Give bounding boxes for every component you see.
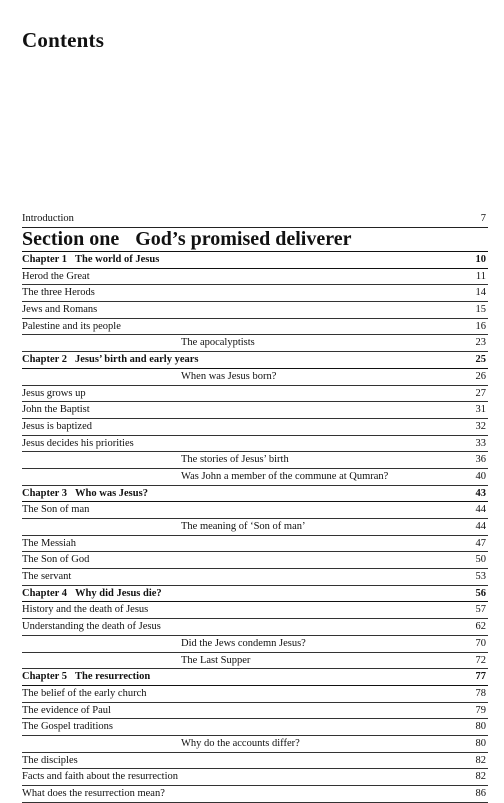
toc-row	[22, 552, 488, 569]
toc-row	[22, 569, 488, 586]
page-number: 31	[475, 404, 486, 416]
toc-row	[22, 386, 488, 403]
page-number: 11	[475, 270, 486, 282]
page-number: 25	[475, 354, 486, 366]
toc-chapter-row	[22, 352, 488, 369]
toc-row	[22, 302, 488, 319]
entry-title: Jesus decides his priorities	[22, 437, 134, 449]
entry-title: Palestine and its people	[22, 320, 121, 332]
chapter-heading	[22, 586, 162, 602]
page-number: 70	[475, 637, 486, 649]
toc-chapter-row	[22, 486, 488, 503]
chapter-number: Chapter 1	[22, 254, 68, 265]
chapter-number: Chapter 3	[22, 487, 68, 499]
chapter-heading	[22, 352, 198, 368]
introduction-label: Introduction	[22, 213, 74, 224]
toc-feature-row	[22, 469, 488, 486]
page-number: 78	[475, 687, 486, 699]
toc-list	[22, 252, 488, 803]
toc-row	[22, 786, 488, 803]
entry-title: History and the death of Jesus	[22, 604, 149, 616]
entry-title: Why do the accounts differ?	[181, 737, 300, 749]
entry-title: Was John a member of the commune at Qumran?	[181, 470, 389, 482]
page-number: 32	[475, 420, 486, 432]
entry-title: The stories of Jesus’ birth	[181, 454, 289, 466]
section-label: Section one	[22, 228, 120, 250]
page-number: 57	[475, 604, 486, 616]
page-number: 16	[475, 320, 486, 332]
chapter-number: Chapter 4	[22, 587, 68, 599]
page-number: 80	[475, 737, 486, 749]
toc-row	[22, 536, 488, 553]
entry-title: The Son of God	[22, 554, 90, 566]
page-number: 26	[475, 370, 486, 382]
toc-row	[22, 419, 488, 436]
introduction-page: 7	[480, 213, 486, 224]
toc-feature-row	[22, 452, 488, 469]
toc-feature-row	[22, 519, 488, 536]
toc-row	[22, 319, 488, 336]
chapter-title: The resurrection	[75, 671, 151, 683]
page-number: 43	[475, 487, 486, 499]
page-number: 50	[475, 554, 486, 566]
page-number: 23	[475, 337, 486, 349]
page-number: 82	[475, 754, 486, 766]
toc-row	[22, 686, 488, 703]
toc-row	[22, 402, 488, 419]
entry-title: The disciples	[22, 754, 78, 766]
entry-title: The Gospel traditions	[22, 721, 113, 733]
toc-chapter-row	[22, 669, 488, 686]
toc-row	[22, 769, 488, 786]
toc-chapter-row	[22, 586, 488, 603]
toc-row	[22, 502, 488, 519]
section-heading	[22, 228, 488, 252]
page-number: 33	[475, 437, 486, 449]
page-number: 10	[475, 254, 486, 265]
entry-title: Jesus grows up	[22, 387, 86, 399]
entry-title: The Son of man	[22, 504, 90, 516]
page-number: 72	[475, 654, 486, 666]
toc-row	[22, 619, 488, 636]
page-number: 40	[475, 470, 486, 482]
page-number: 56	[475, 587, 486, 599]
chapter-title: Jesus’ birth and early years	[75, 354, 199, 366]
toc-feature-row	[22, 736, 488, 753]
page-number: 80	[475, 721, 486, 733]
chapter-title: Why did Jesus die?	[75, 587, 162, 599]
page-number: 44	[475, 521, 486, 532]
entry-title: Facts and faith about the resurrection	[22, 771, 178, 783]
entry-title: Herod the Great	[22, 270, 90, 282]
page-number: 47	[475, 537, 486, 549]
page-title: Contents	[22, 28, 105, 52]
chapter-heading	[22, 669, 150, 685]
chapter-heading	[22, 252, 159, 268]
page-number: 36	[475, 454, 486, 466]
toc-row	[22, 269, 488, 286]
entry-title: Jews and Romans	[22, 304, 98, 316]
entry-title: The evidence of Paul	[22, 704, 111, 716]
entry-title: The belief of the early church	[22, 687, 147, 699]
entry-title: John the Baptist	[22, 404, 90, 416]
page-number: 62	[475, 621, 486, 633]
chapter-title: Who was Jesus?	[75, 487, 148, 499]
entry-title: What does the resurrection mean?	[22, 788, 165, 799]
page-number: 27	[475, 387, 486, 399]
chapter-title: The world of Jesus	[75, 254, 160, 265]
toc-feature-row	[22, 653, 488, 670]
page-number: 79	[475, 704, 486, 716]
page-number: 53	[475, 571, 486, 583]
toc-row	[22, 703, 488, 720]
page-number: 82	[475, 771, 486, 783]
entry-title: Understanding the death of Jesus	[22, 621, 161, 633]
entry-title: The servant	[22, 571, 72, 583]
toc-feature-row	[22, 636, 488, 653]
toc-row	[22, 753, 488, 770]
page-number: 86	[475, 788, 486, 799]
page-number: 14	[475, 287, 486, 299]
section-title: God’s promised deliverer	[135, 228, 352, 250]
entry-title: The meaning of ‘Son of man’	[181, 521, 306, 532]
page-number: 15	[475, 304, 486, 316]
entry-title: When was Jesus born?	[181, 370, 277, 382]
toc-row	[22, 436, 488, 453]
chapter-number: Chapter 2	[22, 354, 68, 366]
entry-title: The apocalyptists	[181, 337, 255, 349]
page-number: 77	[475, 671, 486, 683]
entry-title: The Messiah	[22, 537, 76, 549]
page-number: 44	[475, 504, 486, 516]
entry-title: The three Herods	[22, 287, 95, 299]
entry-title: The Last Supper	[181, 654, 251, 666]
toc-feature-row	[22, 369, 488, 386]
toc-row	[22, 285, 488, 302]
chapter-number: Chapter 5	[22, 671, 68, 683]
toc-row	[22, 719, 488, 736]
toc-introduction	[22, 210, 488, 228]
toc-row	[22, 602, 488, 619]
entry-title: Jesus is baptized	[22, 420, 92, 432]
toc-feature-row	[22, 335, 488, 352]
chapter-heading	[22, 486, 148, 502]
toc-chapter-row	[22, 252, 488, 269]
entry-title: Did the Jews condemn Jesus?	[181, 637, 306, 649]
